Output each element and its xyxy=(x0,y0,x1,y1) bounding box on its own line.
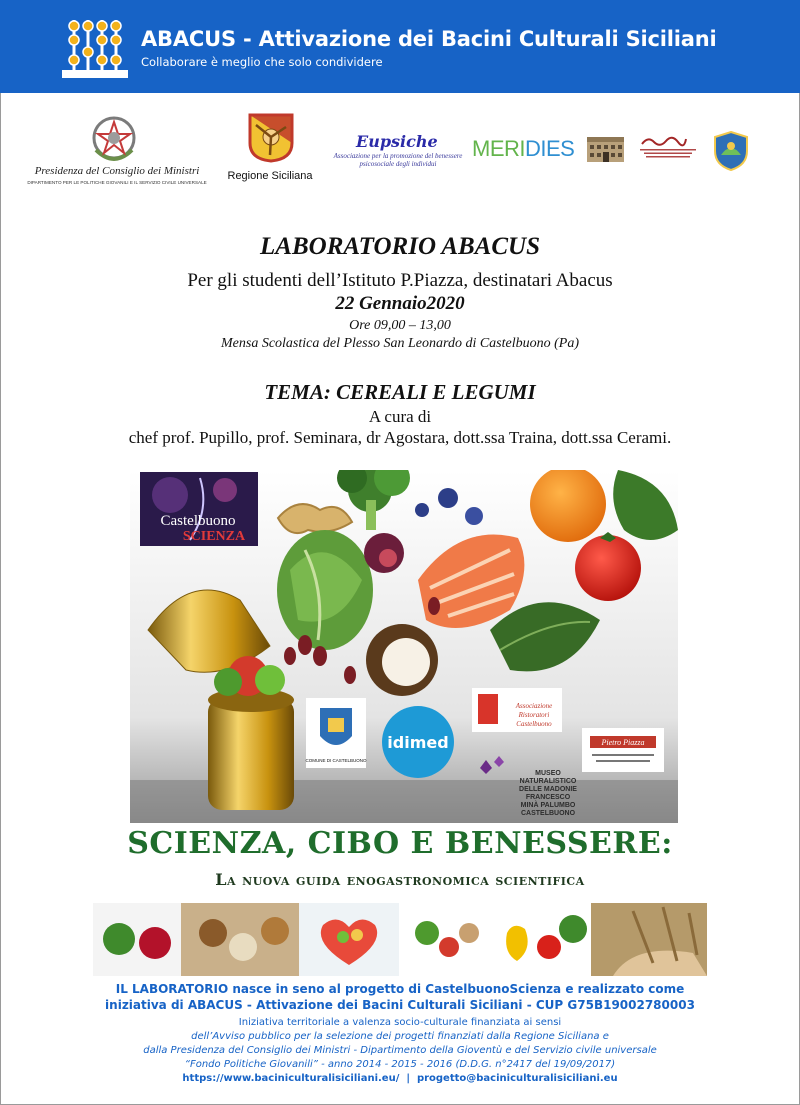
partner-logos-row xyxy=(0,105,800,200)
event-theme: TEMA: CEREALI E LEGUMI xyxy=(264,380,536,404)
svg-text:MUSEO: MUSEO xyxy=(535,770,561,777)
cabbage-illustration xyxy=(277,530,373,650)
email-link[interactable]: progetto@baciniculturalisiciliani.eu xyxy=(416,1073,618,1084)
contact-separator: | xyxy=(399,1073,417,1084)
svg-text:Castelbuono: Castelbuono xyxy=(160,513,236,529)
svg-text:FRANCESCO: FRANCESCO xyxy=(525,794,571,801)
svg-text:Associazione: Associazione xyxy=(515,702,553,710)
svg-text:SCIENZA: SCIENZA xyxy=(182,529,246,544)
event-hours: Ore 09,00 – 13,00 xyxy=(349,318,451,333)
event-audience: Per gli studenti dell’Istituto P.Piazza, destinatari Abacus xyxy=(187,270,613,291)
footer-line-6: “Fondo Politiche Giovanili” - anno 2014 - 2015 - 2016 (D.D.G. n°2417 del 19/09/2017) xyxy=(184,1059,616,1070)
shield-crest-icon xyxy=(713,131,749,171)
svg-text:COMUNE DI CASTELBUONO: COMUNE DI CASTELBUONO xyxy=(305,758,367,763)
regione-siciliana-trinacria-icon xyxy=(248,113,294,163)
header-subtitle: Collaborare è meglio che solo condividere xyxy=(141,55,383,69)
food-photo-strip xyxy=(93,903,707,976)
svg-text:idimed: idimed xyxy=(387,733,449,752)
food-poster-image xyxy=(130,470,678,823)
blueberry-illustration xyxy=(438,488,458,508)
presidenza-department: DIPARTIMENTO PER LE POLITICHE GIOVANILI E IL SERVIZIO CIVILE UNIVERSALE xyxy=(27,180,207,185)
meridies-logo: MERIDIES xyxy=(472,136,575,161)
svg-text:Pietro Piazza: Pietro Piazza xyxy=(601,738,645,747)
coconut-illustration xyxy=(366,624,438,696)
italian-republic-emblem-icon xyxy=(86,110,142,166)
eupsiche-description: Associazione per la promozione del benessere psicosociale degli individui xyxy=(333,152,463,168)
website-link[interactable]: https://www.baciniculturalisiciliani.eu/ xyxy=(182,1073,400,1084)
castelbuono-scienza-badge xyxy=(140,472,258,546)
idimed-logo xyxy=(382,706,454,778)
svg-text:Castelbuono: Castelbuono xyxy=(516,720,552,728)
svg-text:NATURALISTICO: NATURALISTICO xyxy=(519,778,577,785)
tomato-illustration xyxy=(575,535,641,601)
regione-siciliana-label: Regione Siciliana xyxy=(227,170,313,182)
event-title: LABORATORIO ABACUS xyxy=(260,233,540,260)
footer-line-2: iniziativa di ABACUS - Attivazione dei Bacini Culturali Siciliani - CUP G75B19002780003 xyxy=(105,998,695,1012)
header-bar xyxy=(0,0,800,93)
svg-text:DELLE MADONIE: DELLE MADONIE xyxy=(519,786,577,793)
eupsiche-logo: Eupsiche xyxy=(356,132,438,151)
abacus-logo-icon xyxy=(60,12,130,82)
associazione-ristoratori-logo xyxy=(472,688,562,732)
svg-text:CASTELBUONO: CASTELBUONO xyxy=(520,810,576,817)
comune-castelbuono-logo xyxy=(305,698,367,768)
event-location: Mensa Scolastica del Plesso San Leonardo di Castelbuono (Pa) xyxy=(221,336,579,351)
ipp-caption-lines xyxy=(636,148,700,158)
svg-text:Ristoratori: Ristoratori xyxy=(518,711,550,719)
ginger-illustration xyxy=(278,504,352,533)
presidenza-name: Presidenza del Consiglio dei Ministri xyxy=(34,165,200,177)
svg-text:MINÀ PALUMBO: MINÀ PALUMBO xyxy=(520,802,576,809)
book-title: SCIENZA, CIBO E BENESSERE: xyxy=(127,826,673,861)
book-subtitle: La nuova guida enogastronomica scientifica xyxy=(215,870,585,889)
curated-by-label: A cura di xyxy=(368,407,432,426)
footer-contacts xyxy=(0,1073,800,1084)
footer-line-1: IL LABORATORIO nasce in seno al progetto di CastelbuonoScienza e realizzato come xyxy=(115,982,685,996)
header-title: ABACUS - Attivazione dei Bacini Culturali Siciliani xyxy=(141,27,717,51)
pietro-piazza-logo xyxy=(582,728,664,772)
event-date: 22 Gennaio2020 xyxy=(335,293,465,314)
footer-line-4: dell’Avviso pubblico per la selezione dei progetti finanziati dalla Regione Siciliana e xyxy=(191,1031,609,1042)
footer-line-5: dalla Presidenza del Consiglio dei Ministri - Dipartimento della Gioventù e del Servizio civile universale xyxy=(143,1045,657,1056)
footer-line-3: Iniziativa territoriale a valenza socio-culturale finanziata ai sensi xyxy=(238,1017,562,1028)
event-chefs: chef prof. Pupillo, prof. Seminara, dr Agostara, dott.ssa Traina, dott.ssa Cerami. xyxy=(128,428,672,447)
ipp-script-logo-icon xyxy=(640,135,688,147)
school-building-icon xyxy=(587,137,624,162)
